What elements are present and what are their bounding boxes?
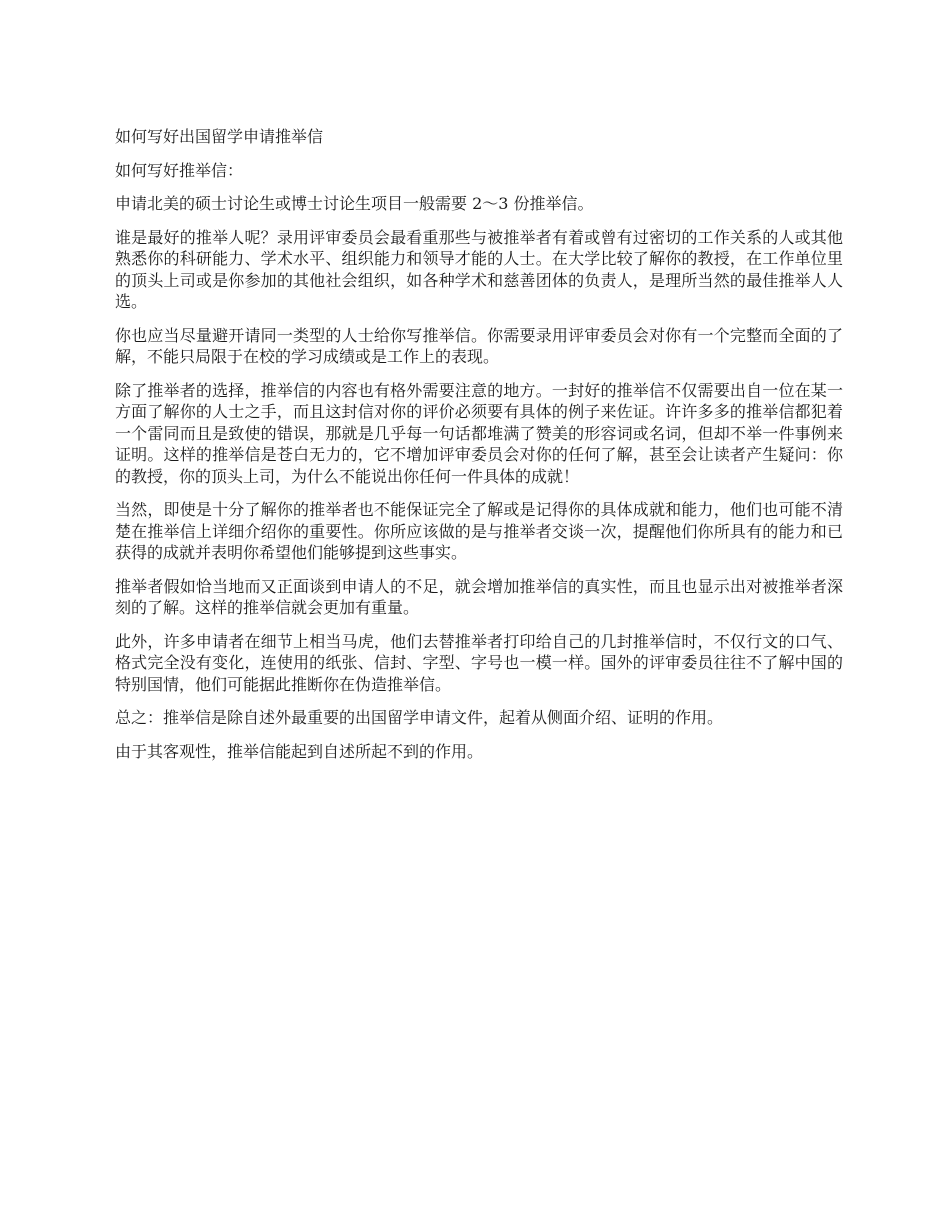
paragraph-2: 谁是最好的推举人呢？录用评审委员会最看重那些与被推举者有着或曾有过密切的工作关系的人或其他熟悉你的科研能力、学术水平、组织能力和领导才能的人士。在大学比较了解你的教授，在工作单位里的顶头上司或是你参加的其他社会组织，如各种学术和慈善团体的负责人，是理所当然的最佳推举人人选。: [115, 227, 843, 311]
paragraph-9: 由于其客观性，推举信能起到自述所起不到的作用。: [115, 741, 484, 761]
document-body: [115, 126, 843, 774]
document-subtitle: 如何写好推举信：: [115, 160, 244, 180]
paragraph-7: 此外，许多申请者在细节上相当马虎，他们去替推举者打印给自己的几封推举信时，不仅行文的口气、格式完全没有变化，连使用的纸张、信封、字型、字号也一模一样。国外的评审委员往往不了解中国的特别国情，他们可能据此推断你在伪造推举信。: [115, 631, 843, 694]
document-title: 如何写好出国留学申请推举信: [115, 127, 324, 146]
paragraph-8: 总之：推举信是除自述外最重要的出国留学申请文件，起着从侧面介绍、证明的作用。: [115, 708, 724, 727]
paragraph-3: 你也应当尽量避开请同一类型的人士给你写推举信。你需要录用评审委员会对你有一个完整而全面的了解，不能只局限于在校的学习成绩或是工作上的表现。: [115, 325, 843, 366]
paragraph-6: 推举者假如恰当地而又正面谈到申请人的不足，就会增加推举信的真实性，而且也显示出对被推举者深刻的了解。这样的推举信就会更加有重量。: [115, 576, 843, 617]
paragraph-1: 申请北美的硕士讨论生或博士讨论生项目一般需要 2～3 份推举信。: [115, 194, 594, 213]
paragraph-4: 除了推举者的选择，推举信的内容也有格外需要注意的地方。一封好的推举信不仅需要出自一位在某一方面了解你的人士之手，而且这封信对你的评价必须要有具体的例子来佐证。许许多多的推举信都犯着一个雷同而且是致使的错误，那就是几乎每一句话都堆满了赞美的形容词或名词，但却不举一件事例来证明。这样的推举信是苍白无力的，它不增加评审委员会对你的任何了解，甚至会让读者产生疑问：你的教授，你的顶头上司，为什么不能说出你任何一件具体的成就！: [115, 380, 843, 486]
paragraph-5: 当然，即使是十分了解你的推举者也不能保证完全了解或是记得你的具体成就和能力，他们也可能不清楚在推举信上详细介绍你的重要性。你所应该做的是与推举者交谈一次，提醒他们你所具有的能力和已获得的成就并表明你希望他们能够提到这些事实。: [115, 500, 843, 562]
